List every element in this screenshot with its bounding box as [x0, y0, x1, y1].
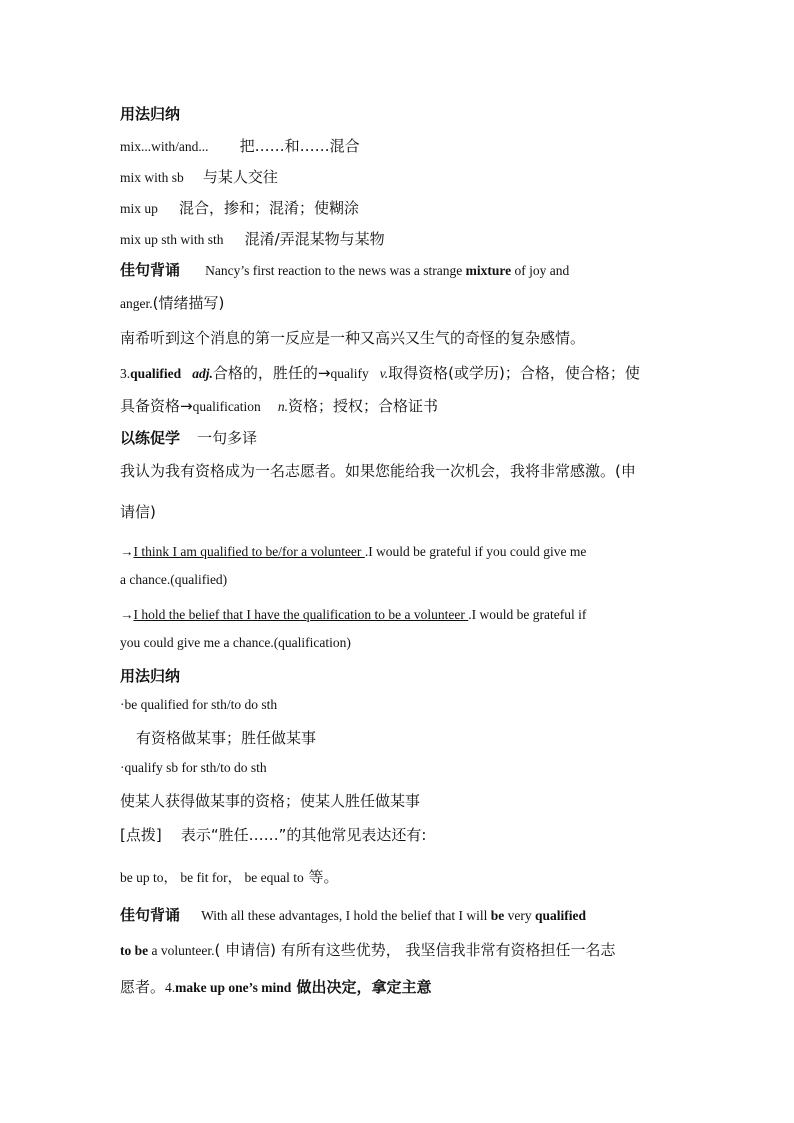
practice-prompt: 我认为我有资格成为一名志愿者。如果您能给我一次机会，我将非常感激。(申	[120, 462, 636, 480]
good-sentence-line	[120, 939, 616, 960]
tip-expressions: be up to， be fit for， be equal to	[120, 870, 304, 885]
section-heading-usage: 用法归纳	[120, 105, 181, 123]
entry-number: 4.	[165, 980, 176, 995]
answer-underlined: I hold the belief that I have the qualification to be a volunteer	[133, 607, 469, 622]
practice-heading	[120, 427, 257, 448]
vocab-entry-line	[120, 395, 438, 416]
keyword-qualified: qualified	[534, 908, 586, 923]
good-sentence-en: very	[504, 908, 535, 923]
good-sentence-line	[120, 904, 586, 925]
good-sentence-en-cont: anger.	[120, 296, 153, 311]
answer-cont: you could give me a chance.(qualification)	[120, 635, 351, 650]
usage-pattern-meaning: 使某人获得做某事的资格；使某人胜任做某事	[120, 792, 421, 810]
good-sentence-en-tail: of joy and	[511, 263, 570, 278]
tip-line	[120, 866, 338, 887]
answer-rest: .I would be grateful if you could give me	[364, 544, 587, 559]
vocab-entry-line	[120, 362, 640, 383]
usage-line	[120, 228, 385, 249]
usage-en: mix with sb	[120, 170, 184, 185]
entry-derivative-pos: n.	[277, 399, 289, 414]
arrow-icon: →	[120, 607, 134, 622]
entry-derivative: qualify	[330, 366, 369, 381]
usage-en: mix up	[120, 201, 158, 216]
usage-pattern: ·be qualified for sth/to do sth	[120, 697, 278, 712]
entry-word: qualified	[130, 366, 182, 381]
entry-pos: adj.	[192, 366, 213, 381]
good-sentence-en: Nancy’s first reaction to the news was a strange	[205, 263, 466, 278]
entry-derivative-pos: v.	[379, 366, 389, 381]
usage-en: mix...with/and...	[120, 139, 209, 154]
answer-underlined: I think I am qualified to be/for a volunteer	[133, 544, 365, 559]
usage-zh: 把……和……混合	[239, 137, 360, 155]
tip-line	[120, 824, 426, 845]
usage-zh: 混合，掺和；混淆；使糊涂	[178, 199, 359, 217]
good-sentence-label: 佳句背诵	[120, 906, 181, 924]
entry-derivative-meaning: 取得资格(或学历)；合格，使合格；使	[388, 364, 640, 382]
tip-text: 表示“胜任……”的其他常见表达还有:	[180, 826, 427, 844]
answer-cont: a chance.(qualified)	[120, 572, 228, 587]
good-sentence-note: ( 申请信)	[214, 941, 276, 959]
usage-pattern: ·qualify sb for sth/to do sth	[120, 760, 267, 775]
usage-line	[120, 135, 360, 156]
tip-label: [点拨]	[120, 826, 162, 844]
good-sentence-note: (情绪描写)	[152, 294, 225, 312]
entry-derivative-meaning: 资格；授权；合格证书	[288, 397, 439, 415]
good-sentence-line	[120, 259, 569, 280]
good-sentence-translation: 有所有这些优势， 我坚信我非常有资格担任一名志	[275, 941, 616, 959]
practice-prompt-cont: 请信)	[120, 503, 156, 521]
practice-subtitle: 一句多译	[197, 429, 258, 447]
answer-line	[120, 541, 586, 560]
arrow-icon: →	[120, 544, 134, 559]
section-heading-usage: 用法归纳	[120, 667, 181, 685]
entry-phrase-meaning: 做出决定，拿定主意	[291, 978, 432, 996]
good-sentence-line	[120, 292, 224, 313]
keyword-mixture: mixture	[465, 263, 512, 278]
keyword-be: be	[490, 908, 505, 923]
good-sentence-en: a volunteer.	[148, 943, 215, 958]
usage-en: mix up sth with sth	[120, 232, 224, 247]
entry-meaning: 合格的，胜任的→	[212, 364, 331, 382]
usage-line	[120, 166, 278, 187]
good-sentence-translation-cont: 愿者。	[120, 978, 166, 996]
entry-meaning-cont: 具备资格→	[120, 397, 193, 415]
entry-phrase: make up one’s mind	[175, 980, 292, 995]
practice-label: 以练促学	[120, 429, 181, 447]
usage-line	[120, 197, 359, 218]
good-sentence-en: With all these advantages, I hold the belief that I will	[201, 908, 491, 923]
good-sentence-label: 佳句背诵	[120, 261, 181, 279]
answer-rest: .I would be grateful if	[468, 607, 587, 622]
good-sentence-line	[120, 976, 432, 997]
usage-zh: 与某人交往	[202, 168, 278, 186]
entry-derivative: qualification	[192, 399, 261, 414]
tip-tail: 等。	[303, 868, 339, 886]
usage-zh: 混淆/弄混某物与某物	[244, 230, 385, 248]
answer-line	[120, 604, 586, 623]
good-sentence-translation: 南希听到这个消息的第一反应是一种又高兴又生气的奇怪的复杂感情。	[120, 329, 586, 347]
entry-number: 3.	[120, 366, 131, 381]
usage-pattern-meaning: 有资格做某事；胜任做某事	[136, 729, 317, 747]
keyword-to-be: to be	[120, 943, 149, 958]
